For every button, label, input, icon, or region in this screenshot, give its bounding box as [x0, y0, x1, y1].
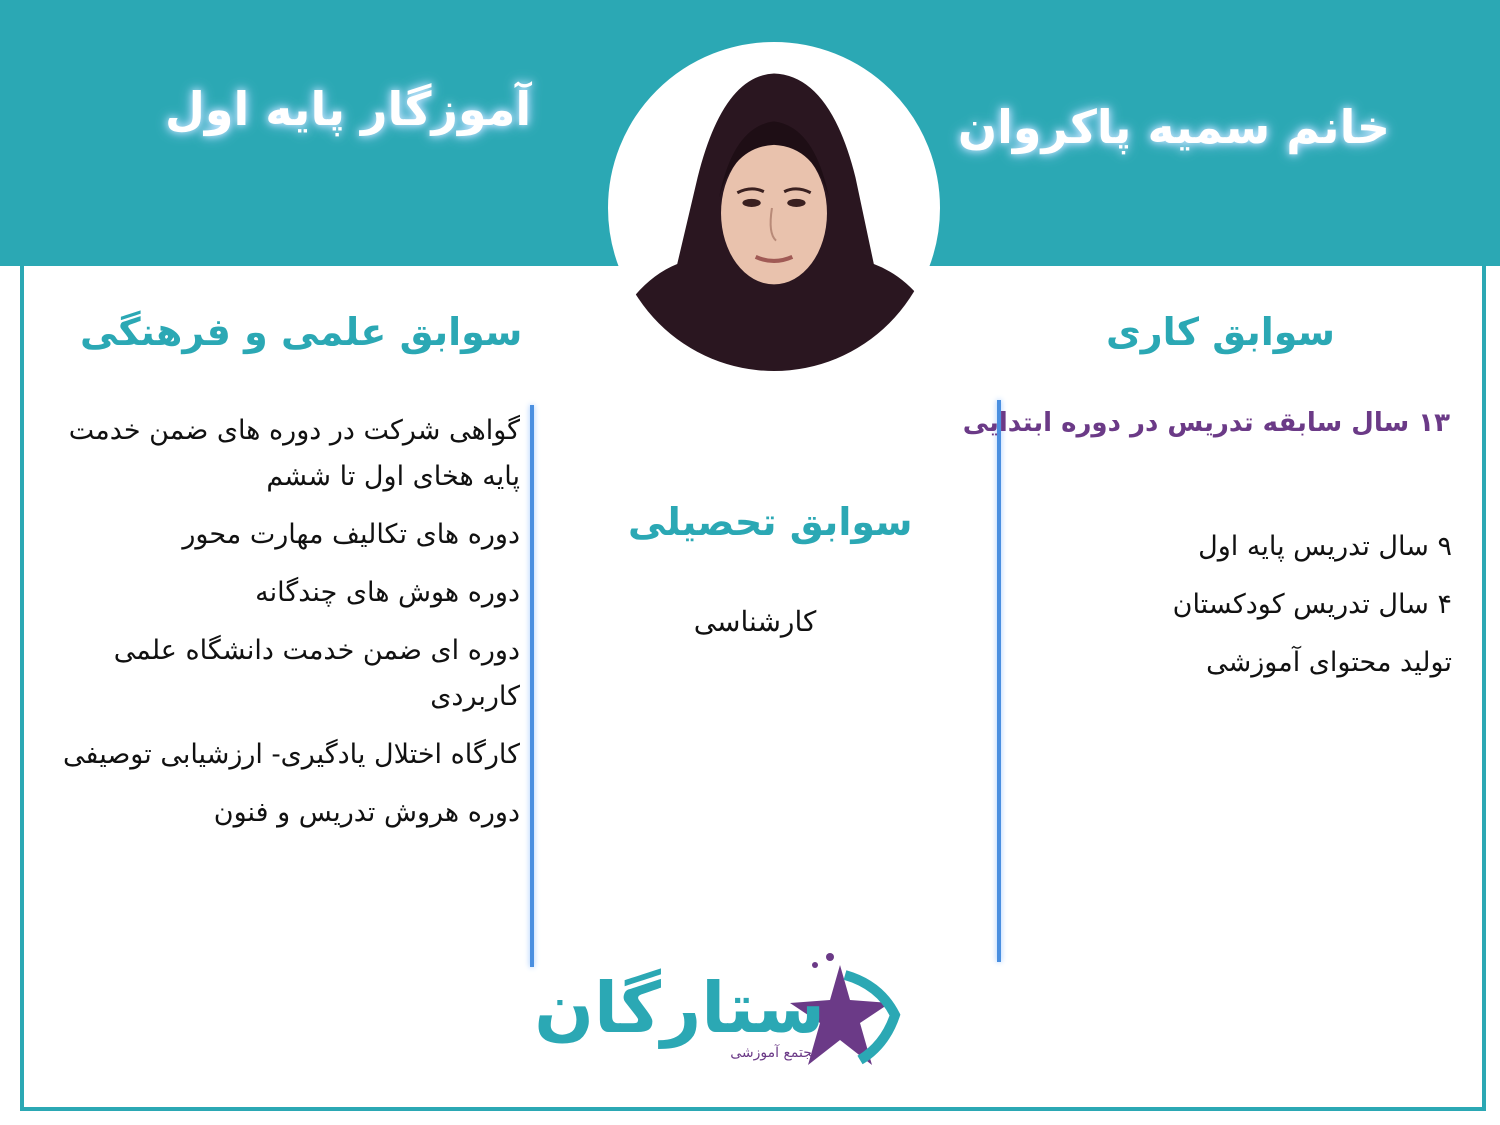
list-item: کارگاه اختلال یادگیری- ارزشیابی توصیفی — [63, 739, 520, 770]
right-divider — [997, 400, 1001, 962]
list-item: ۴ سال تدریس کودکستان — [1172, 589, 1452, 620]
left-divider — [530, 405, 534, 967]
list-item: دوره هوش های چندگانه — [255, 577, 520, 608]
list-item: گواهی شرکت در دوره های ضمن خدمت پایه هخای اول تا ششم — [68, 415, 520, 492]
logo-text: ستارگان — [534, 967, 825, 1049]
work-experience-summary: ۱۳ سال سابقه تدریس در دوره ابتدایی — [962, 408, 1450, 438]
list-item: دوره ای ضمن خدمت دانشگاه علمی کاربردی — [113, 635, 520, 712]
scientific-history-title: سوابق علمی و فرهنگی — [80, 310, 523, 354]
teacher-role: آموزگار پایه اول — [165, 82, 532, 136]
list-item: تولید محتوای آموزشی — [1206, 647, 1452, 678]
list-item: دوره های تکالیف مهارت محور — [182, 519, 520, 550]
portrait-image — [611, 45, 937, 371]
list-item: ۹ سال تدریس پایه اول — [1198, 531, 1452, 562]
list-item: دوره هروش تدریس و فنون — [213, 797, 520, 828]
school-logo — [534, 945, 905, 1075]
education-history-title: سوابق تحصیلی — [628, 500, 913, 544]
teacher-name: خانم سمیه پاکروان — [957, 100, 1390, 154]
work-history-title: سوابق کاری — [1105, 310, 1335, 354]
work-list — [1032, 524, 1452, 698]
scientific-list — [30, 408, 520, 848]
education-degree: کارشناسی — [693, 605, 817, 638]
logo-subtitle: مجتمع آموزشی — [730, 1045, 820, 1061]
teacher-photo — [608, 42, 940, 374]
